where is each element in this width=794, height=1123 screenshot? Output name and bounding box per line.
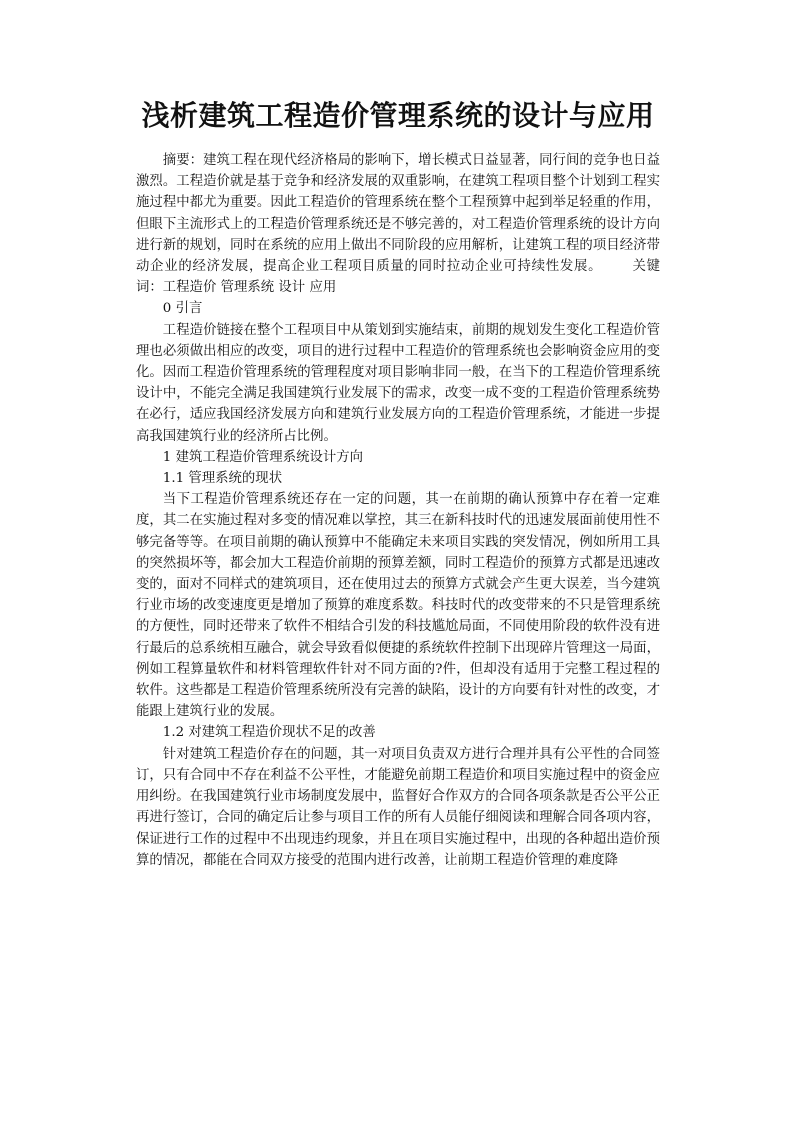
document-title: 浅析建筑工程造价管理系统的设计与应用 bbox=[141, 99, 655, 132]
body-paragraph: 当下工程造价管理系统还存在一定的问题，其一在前期的确认预算中存在着一定难度，其二在实施过程对多变的情况难以掌控，其三在新科技时代的迅速发展面前使用性不够完备等等。在项目前期的确认预算中不能确定未来项目实践的突发情况，例如所用工具的突然损坏等，都会加大工程造价前期的预算差额，同时工程造价的预算方式都是迅速改变的，面对不同样式的建筑项目，还在使用过去的预算方式就会产生更大误差，当今建筑行业市场的改变速度更是增加了预算的难度系数。科技时代的改变带来的不只是管理系统的方便性，同时还带来了软件不相结合引发的科技尴尬局面，不同使用阶段的软件没有进行最后的总系统相互融合，就会导致看似便捷的系统软件控制下出现碎片管理这一局面，例如工程算量软件和材料管理软件针对不同方面的?件，但却没有适用于完整工程过程的软件。这些都是工程造价管理系统所没有完善的缺陷，设计的方向要有针对性的改变，才能跟上建筑行业的发展。 bbox=[136, 492, 660, 720]
abstract-text: 摘要：建筑工程在现代经济格局的影响下，增长模式日益显著，同行间的竞争也日益激烈。工程造价就是基于竞争和经济发展的双重影响，在建筑工程项目整个计划到工程实施过程中都尤为重要。因此工程造价的管理系统在整个工程预算中起到举足轻重的作用，但眼下主流形式上的工程造价管理系统还是不够完善的，对工程造价管理系统的设计方向进行新的规划，同时在系统的应用上做出不同阶段的应用解析，让建筑工程的项目经济带动企业的经济发展，提高企业工程项目质量的同时拉动企业可持续性发展。 bbox=[136, 153, 660, 275]
document-body bbox=[136, 150, 660, 871]
document-page bbox=[136, 96, 660, 871]
subsection-heading: 1.2 对建筑工程造价现状不足的改善 bbox=[162, 725, 376, 741]
body-paragraph: 针对建筑工程造价存在的问题，其一对项目负责双方进行合理并具有公平性的合同签订，只有合同中不存在利益不公平性，才能避免前期工程造价和项目实施过程中的资金应用纠纷。在我国建筑行业市场制度发展中，监督好合作双方的合同各项条款是否公平公正再进行签订，合同的确定后让参与项目工作的所有人员能仔细阅读和理解合同各项内容，保证进行工作的过程中不出现违约现象，并且在项目实施过程中，出现的各种超出造价预算的情况，都能在合同双方接受的范围内进行改善，让前期工程造价管理的难度降 bbox=[136, 746, 660, 868]
keywords-text: 关键词：工程造价 管理系统 设计 应用 bbox=[136, 259, 661, 296]
abstract-paragraph bbox=[136, 150, 660, 298]
section-heading: 1 建筑工程造价管理系统设计方向 bbox=[162, 449, 364, 465]
subsection-heading: 1.1 管理系统的现状 bbox=[162, 471, 283, 487]
section-heading: 0 引言 bbox=[162, 301, 203, 317]
body-paragraph: 工程造价链接在整个工程项目中从策划到实施结束，前期的规划发生变化工程造价管理也必须做出相应的改变，项目的进行过程中工程造价的管理系统也会影响资金应用的变化。因而工程造价管理系统的管理程度对项目影响非同一般，在当下的工程造价管理系统设计中，不能完全满足我国建筑行业发展下的需求，改变一成不变的工程造价管理系统势在必行，适应我国经济发展方向和建筑行业发展方向的工程造价管理系统，才能进一步提高我国建筑行业的经济所占比例。 bbox=[136, 322, 660, 444]
